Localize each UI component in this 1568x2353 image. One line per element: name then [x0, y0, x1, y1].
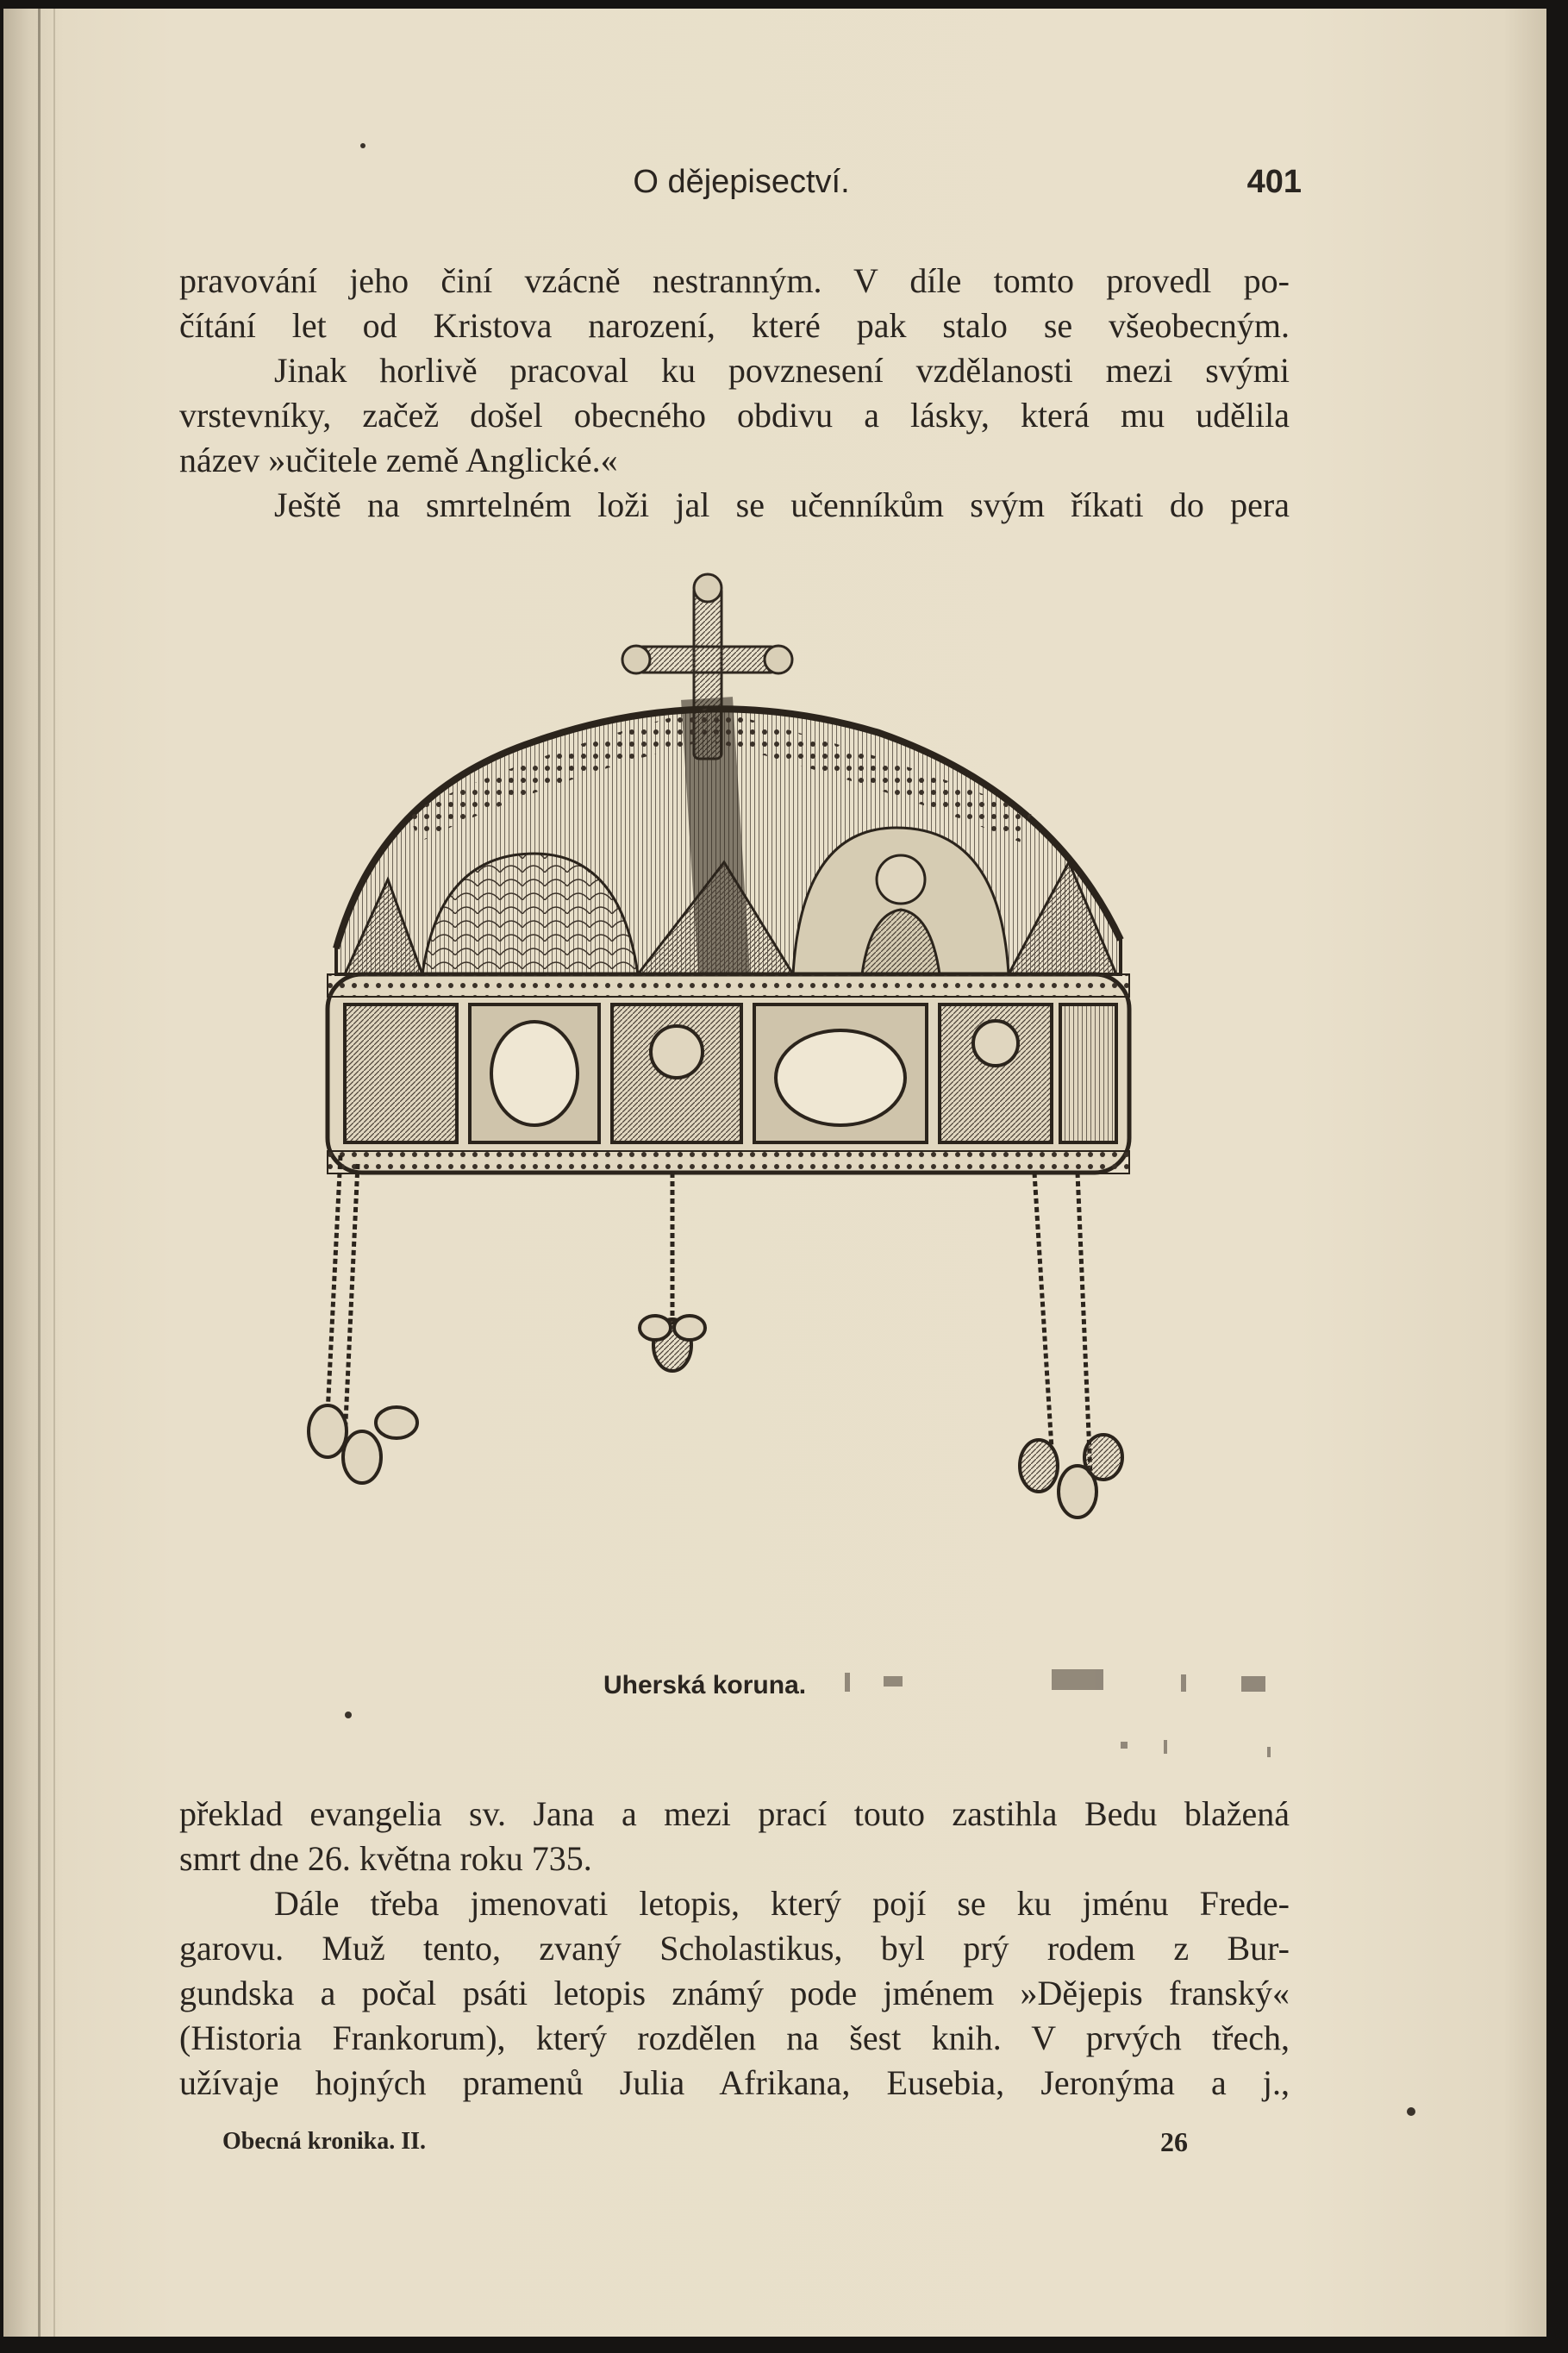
- pendants: [309, 1316, 1122, 1518]
- text-line: Jinak horlivě pracoval ku povznesení vzdělanosti mezi svými: [274, 351, 1290, 390]
- text-line: Ještě na smrtelném loži jal se učenníkům svým říkati do pera: [274, 485, 1290, 524]
- text-line: Dále třeba jmenovati letopis, který pojí se ku jménu Frede-: [274, 1884, 1290, 1923]
- text-line: (Historia Frankorum), který rozdělen na šest knih. V prvých třech,: [179, 2018, 1290, 2057]
- figure-caption: Uherská koruna.: [603, 1671, 807, 1699]
- speck: [345, 1712, 352, 1718]
- page-number: 401: [1246, 164, 1302, 200]
- footer-signature: Obecná kronika. II.: [222, 2128, 426, 2155]
- text-line: smrt dne 26. května roku 735.: [179, 1839, 592, 1878]
- text-line: garovu. Muž tento, zvaný Scholastikus, byl prý rodem z Bur-: [179, 1929, 1290, 1968]
- page-title: O dějepisectví.: [633, 164, 850, 200]
- signature-number: 26: [1160, 2126, 1188, 2157]
- text-line: čítání let od Kristova narození, které pak stalo se všeobecným.: [179, 306, 1290, 345]
- text-line: překlad evangelia sv. Jana a mezi prací touto zastihla Bedu blažená: [179, 1794, 1290, 1833]
- gutter-shadow: [38, 9, 41, 2337]
- pendant-chains: [328, 1155, 1090, 1474]
- text-line: gundska a počal psáti letopis známý pode jménem »Dějepis franský«: [179, 1974, 1290, 2012]
- gutter-fold: [53, 9, 55, 2337]
- text-line: název »učitele země Anglické.«: [179, 441, 618, 479]
- speck: [360, 143, 365, 148]
- text-line: pravování jeho činí vzácně nestranným. V díle tomto provedl po-: [179, 261, 1290, 300]
- paragraph-bottom: [179, 1792, 1290, 2106]
- speck: [1407, 2107, 1415, 2116]
- text-line: vrstevníky, začež došel obecného obdivu a lásky, která mu udělila: [179, 396, 1290, 435]
- crown-illustration: [276, 569, 1207, 1707]
- paragraph-top: [179, 259, 1290, 528]
- running-head: [181, 164, 1302, 207]
- text-line: užívaje hojných pramenů Julia Afrikana, Eusebia, Jeronýma a j.,: [179, 2063, 1290, 2102]
- scan-artifacts: [836, 1664, 1284, 1776]
